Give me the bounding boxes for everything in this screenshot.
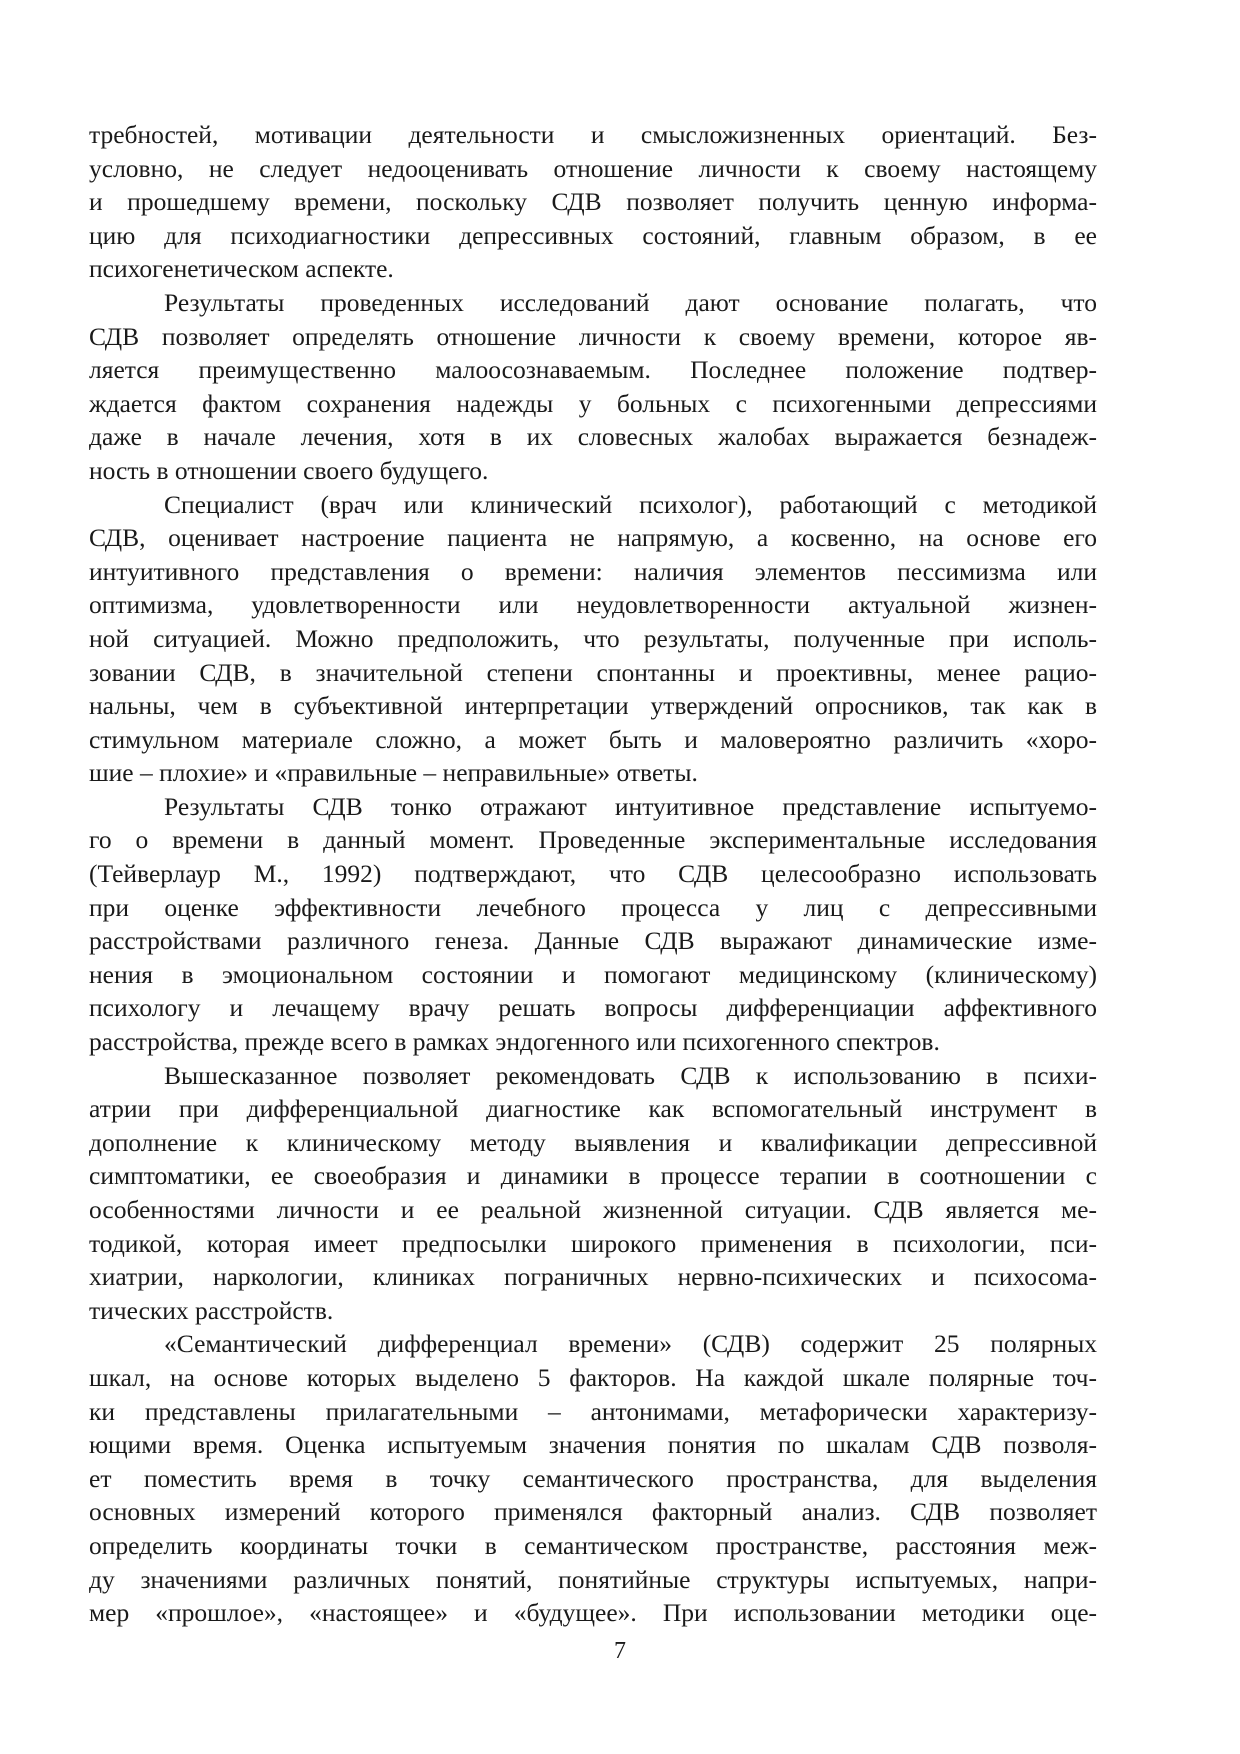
text-line: определить координаты точки в семантическом пространстве, расстояния меж- [89, 1530, 1097, 1560]
text-line: зовании СДВ, в значительной степени спонтанны и проективны, менее рацио- [89, 657, 1097, 687]
text-line: психогенетическом аспекте. [89, 254, 394, 284]
text-line: го о времени в данный момент. Проведенные экспериментальные исследования [89, 825, 1097, 855]
text-line: оптимизма, удовлетворенности или неудовлетворенности актуальной жизнен- [89, 590, 1097, 620]
text-line: расстройства, прежде всего в рамках эндогенного или психогенного спектров. [89, 1027, 940, 1057]
text-line: дополнение к клиническому методу выявления и квалификации депрессивной [89, 1127, 1097, 1157]
paragraph [89, 118, 1097, 286]
text-line: атрии при дифференциальной диагностике как вспомогательный инструмент в [89, 1094, 1097, 1124]
text-line: мер «прошлое», «настоящее» и «будущее». При использовании методики оце- [89, 1598, 1097, 1628]
text-line: при оценке эффективности лечебного процесса у лиц с депрессивными [89, 892, 1097, 922]
text-line: основных измерений которого применялся факторный анализ. СДВ позволяет [89, 1497, 1097, 1527]
page-body [89, 118, 1097, 1630]
paragraph [89, 488, 1097, 790]
text-line: ной ситуацией. Можно предположить, что результаты, полученные при исполь- [89, 623, 1097, 653]
text-line: симптоматики, ее своеобразия и динамики в процессе терапии в соотношении с [89, 1161, 1097, 1191]
text-line: и прошедшему времени, поскольку СДВ позволяет получить ценную информа- [89, 187, 1097, 217]
text-line: Специалист (врач или клинический психолог), работающий с методикой [164, 489, 1097, 519]
text-line: ду значениями различных понятий, понятийные структуры испытуемых, напри- [89, 1564, 1097, 1594]
text-line: (Тейверлаур М., 1992) подтверждают, что СДВ целесообразно использовать [89, 859, 1097, 889]
text-line: нения в эмоциональном состоянии и помогают медицинскому (клиническому) [89, 959, 1097, 989]
text-line: психологу и лечащему врачу решать вопросы дифференциации аффективного [89, 993, 1097, 1023]
text-line: ждается фактом сохранения надежды у больных с психогенными депрессиями [89, 388, 1097, 418]
text-line: ляется преимущественно малоосознаваемым. Последнее положение подтвер- [89, 355, 1097, 385]
text-line: нальны, чем в субъективной интерпретации утверждений опросников, так как в [89, 691, 1097, 721]
text-line: даже в начале лечения, хотя в их словесных жалобах выражается безнадеж- [89, 422, 1097, 452]
text-line: Результаты проведенных исследований дают основание полагать, что [164, 287, 1097, 317]
text-line: ность в отношении своего будущего. [89, 455, 489, 485]
text-line: расстройствами различного генеза. Данные СДВ выражают динамические изме- [89, 926, 1097, 956]
text-line: тодикой, которая имеет предпосылки широкого применения в психологии, пси- [89, 1228, 1097, 1258]
paragraph [89, 790, 1097, 1059]
paragraph [89, 1327, 1097, 1629]
text-line: ки представлены прилагательными – антонимами, метафорически характеризу- [89, 1396, 1097, 1426]
text-line: интуитивного представления о времени: наличия элементов пессимизма или [89, 556, 1097, 586]
text-line: тических расстройств. [89, 1295, 334, 1325]
text-line: Вышесказанное позволяет рекомендовать СДВ к использованию в психи- [164, 1060, 1097, 1090]
text-line: цию для психодиагностики депрессивных состояний, главным образом, в ее [89, 220, 1097, 250]
text-line: стимульном материале сложно, а может быть и маловероятно различить «хоро- [89, 724, 1097, 754]
text-line: шие – плохие» и «правильные – неправильные» ответы. [89, 758, 698, 788]
text-line: «Семантический дифференциал времени» (СДВ) содержит 25 полярных [164, 1329, 1097, 1359]
text-line: СДВ, оценивает настроение пациента не напрямую, а косвенно, на основе его [89, 523, 1097, 553]
text-line: шкал, на основе которых выделено 5 факторов. На каждой шкале полярные точ- [89, 1362, 1097, 1392]
text-line: ющими время. Оценка испытуемым значения понятия по шкалам СДВ позволя- [89, 1430, 1097, 1460]
text-line: требностей, мотивации деятельности и смысложизненных ориентаций. Без- [89, 120, 1097, 149]
paragraph [89, 1059, 1097, 1328]
text-line: хиатрии, наркологии, клиниках пограничных нервно-психических и психосома- [89, 1262, 1097, 1292]
text-line: Результаты СДВ тонко отражают интуитивное представление испытуемо- [164, 791, 1097, 821]
text-line: условно, не следует недооценивать отношение личности к своему настоящему [89, 153, 1097, 183]
paragraph [89, 286, 1097, 488]
text-line: СДВ позволяет определять отношение личности к своему времени, которое яв- [89, 321, 1097, 351]
text-line: особенностями личности и ее реальной жизненной ситуации. СДВ является ме- [89, 1195, 1097, 1224]
page-number: 7 [614, 1638, 626, 1664]
text-line: ет поместить время в точку семантического пространства, для выделения [89, 1463, 1097, 1493]
